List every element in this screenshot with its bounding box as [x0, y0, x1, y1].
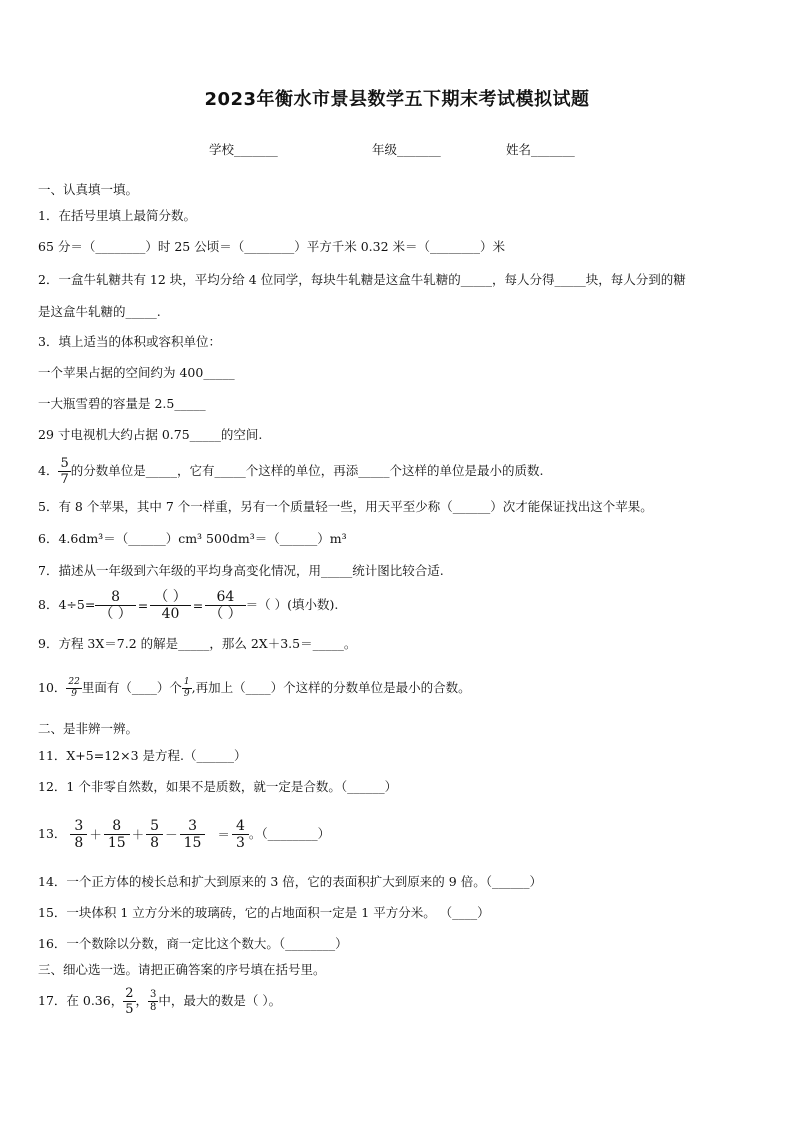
numerator: 3 — [150, 989, 157, 1000]
denominator: 40 — [150, 605, 190, 621]
question-8-tail: ＝（ ）(填小数). — [245, 597, 339, 612]
question-8-lead: 8．4÷5= — [38, 597, 96, 612]
question-6: 6．4.6dm³＝（______）cm³ 500dm³＝（______）m³ — [38, 531, 347, 546]
question-7: 7．描述从一年级到六年级的平均身高变化情况，用_____统计图比较合适. — [38, 563, 444, 578]
fraction-3-8 — [148, 990, 158, 1013]
question-10-tail: ,再加上（____）个这样的分数单位是最小的合数。 — [191, 680, 471, 695]
fraction-3 — [205, 590, 245, 621]
separator: ， — [135, 993, 149, 1008]
question-1: 1．在括号里填上最简分数。 — [38, 208, 196, 223]
denominator: 3 — [232, 834, 249, 850]
question-1-items: 65 分＝（________）时 25 公顷＝（________）平方千米 0.32 米＝（________）米 — [38, 239, 506, 254]
fraction-result — [232, 819, 249, 850]
question-14: 14．一个正方体的棱长总和扩大到原来的 3 倍，它的表面积扩大到原来的 9 倍。（______） — [38, 874, 542, 889]
denominator: 9 — [183, 689, 190, 699]
numerator: （ ） — [154, 589, 187, 605]
question-2-line-1: 2．一盒牛轧糖共有 12 块，平均分给 4 位同学，每块牛轧糖是这盒牛轧糖的_____，每人分得_____块，每人分到的糖 — [38, 272, 686, 287]
denominator: 8 — [70, 834, 87, 850]
question-16: 16．一个数除以分数，商一定比这个数大。（________） — [38, 936, 348, 951]
question-4-text: 的分数单位是_____，它有_____个这样的单位，再添_____个这样的单位是最小的质数. — [70, 463, 544, 478]
question-13-tail: 。（________） — [248, 826, 331, 841]
question-11: 11．X+5=12×3 是方程.（______） — [38, 748, 247, 763]
section-1-heading: 一、认真填一填。 — [38, 182, 139, 197]
school-field: 学校_______ — [209, 142, 278, 157]
numerator: 64 — [216, 589, 235, 605]
numerator: 8 — [112, 818, 122, 834]
denominator: （ ） — [205, 605, 245, 621]
question-17 — [38, 981, 281, 1021]
fraction-1-9 — [182, 678, 192, 699]
fraction-2-5 — [123, 987, 135, 1016]
numerator: 5 — [60, 456, 69, 471]
question-17-lead: 17．在 0.36， — [38, 993, 124, 1008]
numerator: 2 — [125, 986, 134, 1001]
question-number: 4． — [38, 463, 59, 478]
fraction-term-3 — [146, 819, 163, 850]
denominator: 15 — [180, 834, 206, 850]
question-3-item-a: 一个苹果占据的空间约为 400_____ — [38, 365, 235, 380]
question-17-tail: 中，最大的数是（ ）。 — [158, 993, 282, 1008]
question-9: 9．方程 3X＝7.2 的解是_____，那么 2X＋3.5＝_____。 — [38, 636, 357, 651]
numerator: 22 — [68, 677, 80, 687]
fraction-term-2 — [104, 819, 130, 850]
name-field: 姓名_______ — [506, 142, 575, 157]
question-10 — [38, 672, 471, 704]
denominator: 15 — [104, 834, 130, 850]
numerator: 4 — [235, 818, 245, 834]
equals-sign: ＝ — [217, 826, 230, 842]
operator: ＋ — [131, 826, 145, 842]
question-3: 3．填上适当的体积或容积单位： — [38, 334, 221, 349]
denominator: 7 — [60, 472, 69, 487]
fraction-22-9 — [66, 678, 81, 699]
question-3-item-c: 29 寸电视机大约占据 0.75_____的空间. — [38, 427, 263, 442]
fraction-2 — [150, 590, 190, 621]
question-12: 12．1 个非零自然数，如果不是质数，就一定是合数。（______） — [38, 779, 398, 794]
fraction-term-1 — [70, 819, 87, 850]
question-5: 5．有 8 个苹果，其中 7 个一样重，另有一个质量轻一些，用天平至少称（______）次才能保证找出这个苹果。 — [38, 499, 653, 514]
question-10-mid: 里面有（____）个 — [81, 680, 182, 695]
question-4 — [38, 453, 543, 489]
numerator: 1 — [183, 677, 190, 687]
question-8: 8．4÷5= $\frac{8}{( )}$ = $\frac{( )}{40}$ = $\frac{64}{( )}$ ＝（ ）(填小数). — [38, 589, 339, 622]
denominator: 8 — [146, 834, 163, 850]
denominator: 9 — [66, 688, 81, 699]
numerator: 3 — [74, 818, 84, 834]
section-3-heading: 三、细心选一选。请把正确答案的序号填在括号里。 — [38, 962, 326, 977]
numerator: 8 — [111, 589, 120, 605]
question-number: 10． — [38, 680, 67, 695]
question-15: 15．一块体积 1 立方分米的玻璃砖，它的占地面积一定是 1 平方分米。 （____） — [38, 905, 490, 920]
fraction-5-7 — [58, 457, 70, 486]
question-number: 13． — [38, 826, 67, 841]
exam-title: 2023年衡水市景县数学五下期末考试模拟试题 — [204, 89, 590, 110]
numerator: 5 — [150, 818, 160, 834]
operator: ＋ — [89, 826, 102, 842]
denominator: 5 — [125, 1002, 134, 1017]
denominator: （ ） — [95, 605, 135, 621]
operator: － — [165, 826, 178, 842]
question-13 — [38, 813, 330, 856]
section-2-heading: 二、是非辨一辨。 — [38, 721, 139, 736]
question-2-line-2: 是这盒牛轧糖的_____. — [38, 304, 161, 319]
numerator: 3 — [188, 818, 197, 834]
denominator: 8 — [150, 1002, 157, 1013]
grade-field: 年级_______ — [372, 142, 441, 157]
question-3-item-b: 一大瓶雪碧的容量是 2.5_____ — [38, 396, 206, 411]
fraction-1 — [95, 590, 135, 621]
fraction-term-4 — [180, 819, 206, 850]
